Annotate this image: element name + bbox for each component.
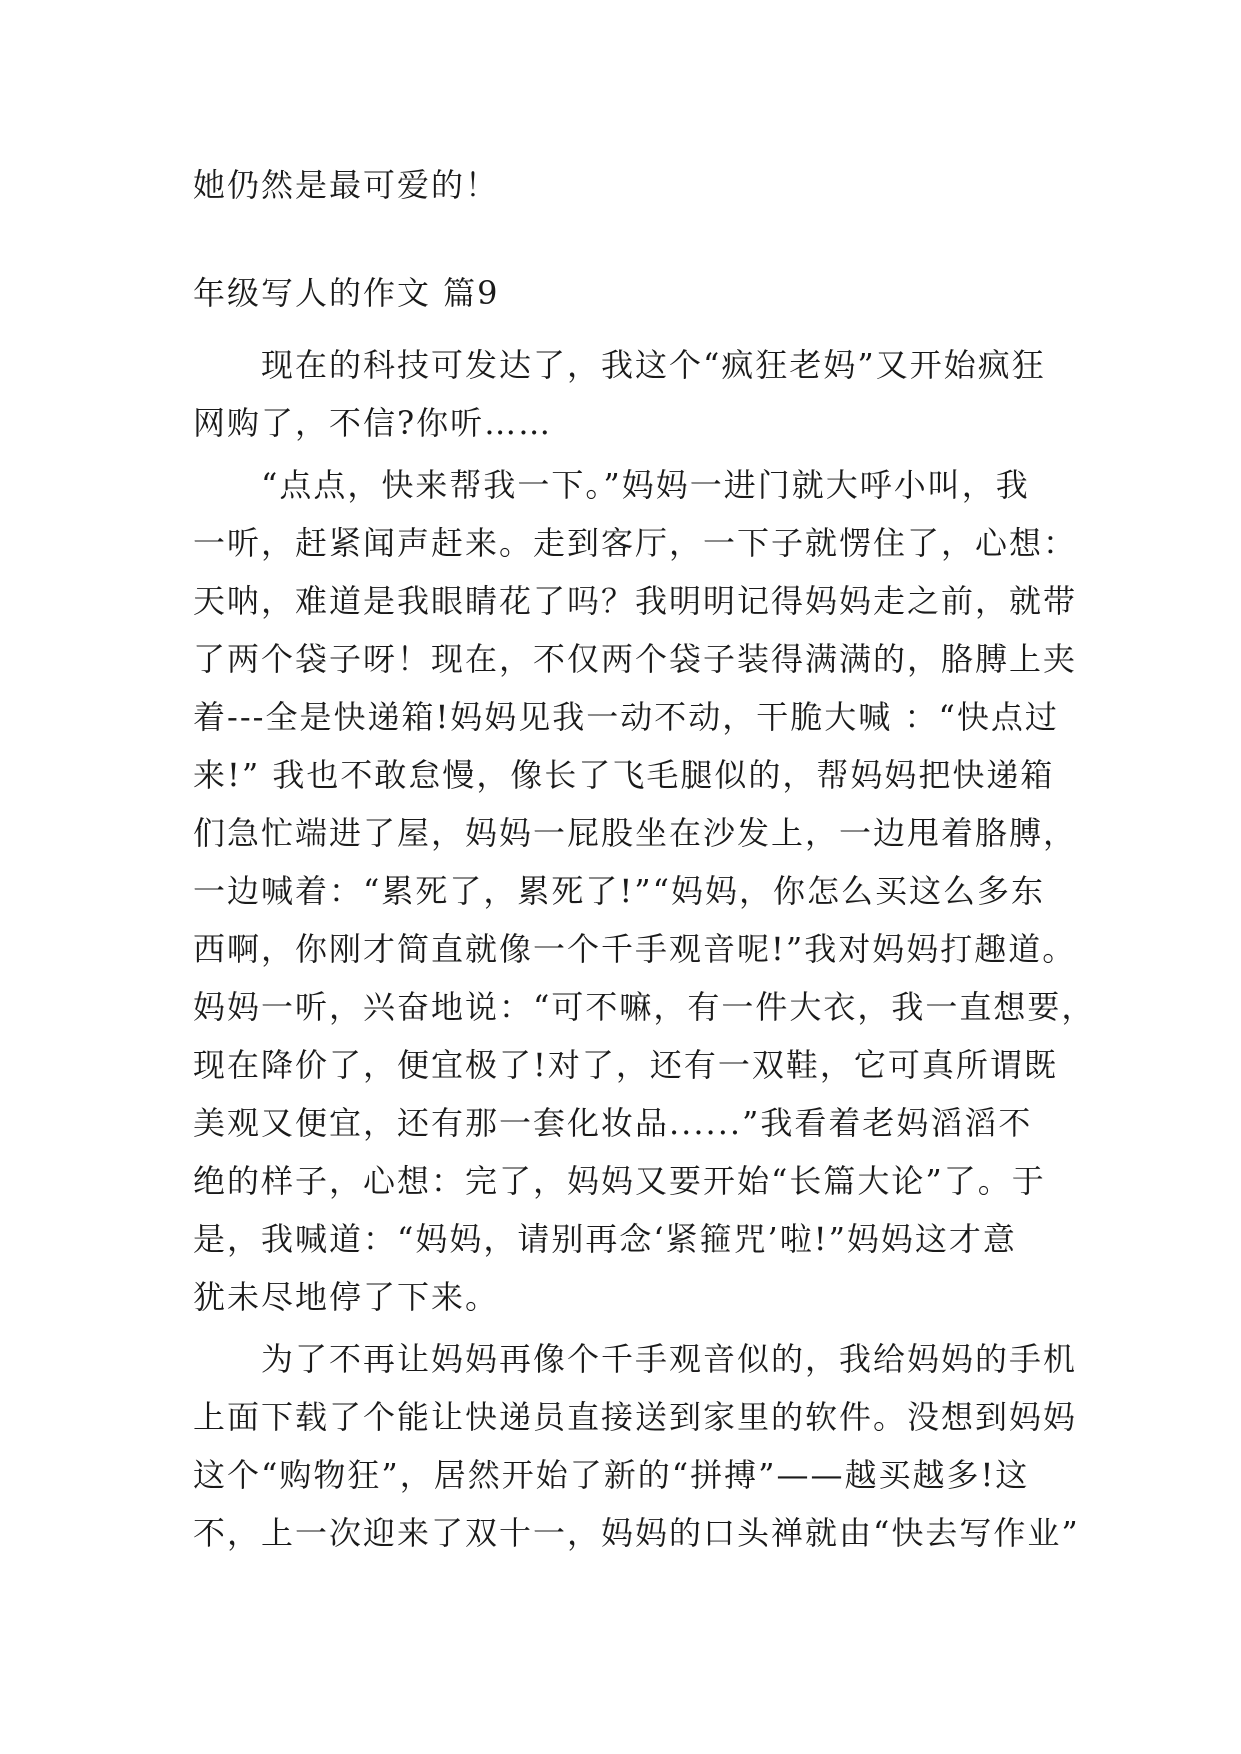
- closing-line: [193, 156, 1053, 214]
- text-line: 网购了，不信?你听……: [193, 404, 553, 442]
- text-line: “点点，快来帮我一下。”妈妈一进门就大呼小叫，我: [261, 466, 1030, 504]
- text-line: 犹未尽地停了下来。: [193, 1278, 500, 1316]
- text-line: 不，上一次迎来了双十一，妈妈的口头禅就由“快去写作业”: [193, 1514, 1080, 1552]
- paragraph-1: [193, 336, 1053, 452]
- text-line: 现在降价了，便宜极了!对了，还有一双鞋，它可真所谓既: [193, 1046, 1058, 1084]
- text-line: 美观又便宜，还有那一套化妆品......”我看着老妈滔滔不: [193, 1104, 1033, 1142]
- text-line: 这个“购物狂”，居然开始了新的“拼搏”——越买越多!这: [193, 1456, 1030, 1494]
- text-line: 来!” 我也不敢怠慢，像长了飞毛腿似的，帮妈妈把快递箱: [193, 756, 1055, 794]
- text-line: 是，我喊道：“妈妈，请别再念‘紧箍咒’啦!”妈妈这才意: [193, 1220, 1017, 1258]
- text-line: 妈妈一听，兴奋地说：“可不嘛，有一件大衣，我一直想要，: [193, 988, 1096, 1026]
- text-line: 一听，赶紧闻声赶来。走到客厅，一下子就愣住了，心想：: [193, 524, 1078, 562]
- text-line: 天呐，难道是我眼睛花了吗？我明明记得妈妈走之前，就带: [193, 582, 1078, 620]
- paragraph-2: [193, 456, 1096, 1326]
- text-line: 了两个袋子呀！现在，不仅两个袋子装得满满的，胳膊上夹: [193, 640, 1078, 678]
- text-line: 着---全是快递箱!妈妈见我一动不动，干脆大喊 ：“快点过: [193, 698, 1059, 736]
- text-line: 为了不再让妈妈再像个千手观音似的，我给妈妈的手机: [261, 1340, 1078, 1378]
- text-line: 绝的样子，心想：完了，妈妈又要开始“长篇大论”了。于: [193, 1162, 1046, 1200]
- text-line: 现在的科技可发达了，我这个“疯狂老妈”又开始疯狂: [261, 346, 1046, 384]
- article-body: [193, 336, 1096, 1562]
- section-heading: [193, 264, 1053, 322]
- heading-text: 年级写人的作文 篇9: [193, 274, 500, 312]
- paragraph-3: [193, 1330, 1080, 1562]
- text-line: 一边喊着：“累死了，累死了!”“妈妈，你怎么买这么多东: [193, 872, 1045, 910]
- text-line: 们急忙端进了屋，妈妈一屁股坐在沙发上，一边甩着胳膊，: [193, 814, 1078, 852]
- text-line: 上面下载了个能让快递员直接送到家里的软件。没想到妈妈: [193, 1398, 1078, 1436]
- text-line: 她仍然是最可爱的！: [193, 166, 500, 204]
- text-line: 西啊，你刚才简直就像一个千手观音呢!”我对妈妈打趣道。: [193, 930, 1077, 968]
